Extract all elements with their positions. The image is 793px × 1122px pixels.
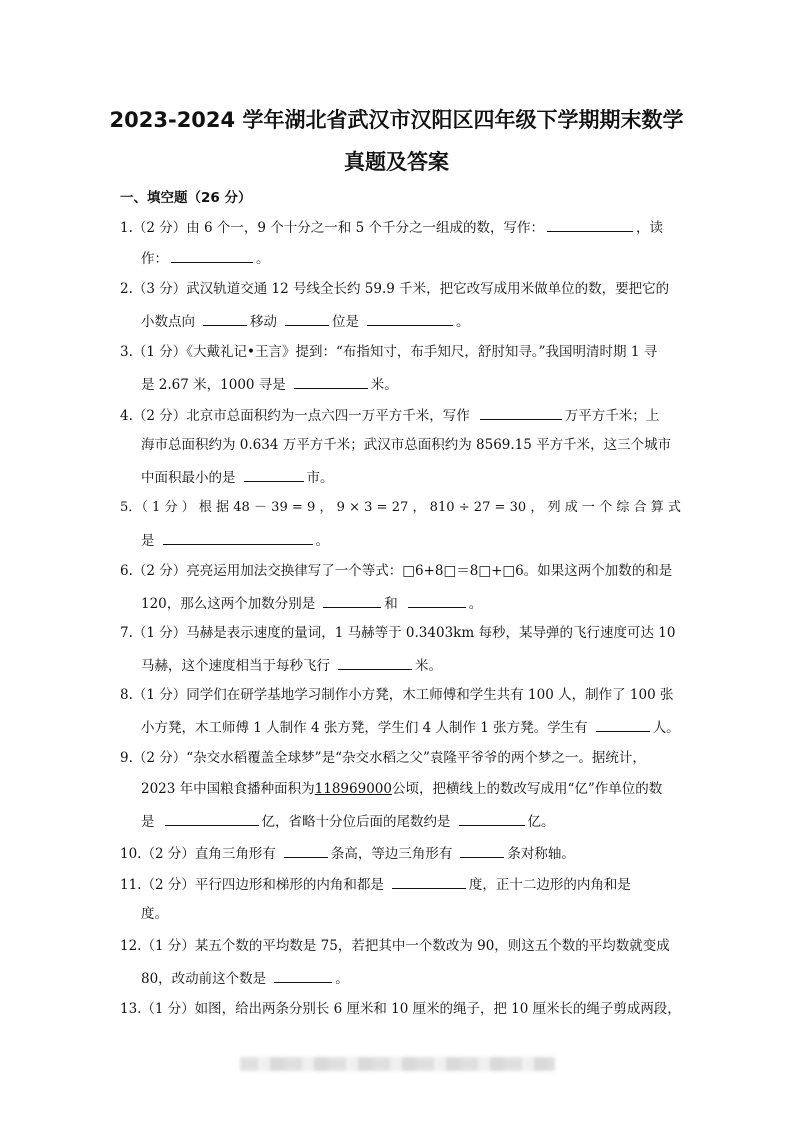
question-4-line3: 中面积最小的是 市。 xyxy=(141,467,334,487)
question-13-line1: 13.（1 分）如图，给出两条分别长 6 厘米和 10 厘米的绳子，把 10 厘米长的绳子剪成两段， xyxy=(120,1001,681,1017)
document-title-line1: 2023-2024 学年湖北省武汉市汉阳区四年级下学期期末数学 xyxy=(109,108,684,132)
question-9-line3: 是 亿，省略十分位后面的尾数约是 亿。 xyxy=(141,811,555,831)
question-12-line2: 80，改动前这个数是 。 xyxy=(141,968,349,988)
question-2-line2: 小数点向 移动 位是 。 xyxy=(141,311,470,331)
question-9-line1: 9.（2 分）“杂交水稻覆盖全球梦”是“杂交水稻之父”袁隆平爷爷的两个梦之一。据统计， xyxy=(120,750,646,766)
question-5-line1: 5．（ 1 分 ） 根 据 48 － 39 = 9 ， 9 × 3 = 27 ， 810 ÷ 27 = 30 ， 列 成 一 个 综 合 算 式 xyxy=(120,500,681,515)
answer-blank[interactable] xyxy=(480,405,562,420)
question-1-line1: 1.（2 分）由 6 个一，9 个十分之一和 5 个千分之一组成的数，写作： ，读 xyxy=(120,217,663,237)
question-7-line2: 马赫，这个速度相当于每秒飞行 米。 xyxy=(141,655,442,675)
question-11-line2: 度。 xyxy=(141,906,168,922)
question-10: 10.（2 分）直角三角形有 条高，等边三角形有 条对称轴。 xyxy=(120,843,575,863)
underlined-number: 118969000 xyxy=(314,781,392,797)
answer-blank[interactable] xyxy=(274,968,332,983)
question-6-line2: 120，那么这两个加数分别是 和 。 xyxy=(141,593,482,613)
answer-blank[interactable] xyxy=(244,467,304,482)
question-6-line1: 6.（2 分）亮亮运用加法交换律写了一个等式：□6+8□＝8□+□6。如果这两个加数的和是 xyxy=(120,563,673,579)
answer-blank[interactable] xyxy=(163,530,313,545)
answer-blank[interactable] xyxy=(165,811,259,826)
answer-blank[interactable] xyxy=(392,874,466,889)
question-4-line2: 海市总面积约为 0.634 万平方千米；武汉市总面积约为 8569.15 平方千米，这三个城市 xyxy=(141,437,672,453)
question-9-line2: 2023 年中国粮食播种面积为118969000公顷，把横线上的数改写成用“亿”作单位的数 xyxy=(141,781,663,797)
answer-blank[interactable] xyxy=(367,311,453,326)
answer-blank[interactable] xyxy=(596,717,650,732)
blurred-watermark xyxy=(240,1057,555,1071)
answer-blank[interactable] xyxy=(323,593,381,608)
question-5-line2: 是 。 xyxy=(141,530,329,550)
question-12-line1: 12.（1 分）某五个数的平均数是 75，若把其中一个数改为 90，则这五个数的平均数就变成 xyxy=(120,938,670,954)
answer-blank[interactable] xyxy=(171,248,253,263)
question-3-line1: 3.（1 分）《大戴礼记•王言》提到：“布指知寸，布手知尺，舒肘知寻。”我国明清时期 1 寻 xyxy=(120,344,658,360)
question-4-line1: 4.（2 分）北京市总面积约为一点六四一万平方千米，写作 万平方千米；上 xyxy=(120,405,659,425)
document-title-line2: 真题及答案 xyxy=(344,150,449,174)
answer-blank[interactable] xyxy=(547,217,633,232)
question-8-line1: 8.（1 分）同学们在研学基地学习制作小方凳，木工师傅和学生共有 100 人，制作了 100 张 xyxy=(120,687,674,703)
answer-blank[interactable] xyxy=(338,655,412,670)
question-7-line1: 7.（1 分）马赫是表示速度的量词，1 马赫等于 0.3403km 每秒，某导弹的飞行速度可达 10 xyxy=(120,625,676,641)
question-1-line2: 作： 。 xyxy=(141,248,270,268)
section-heading: 一、填空题（26 分） xyxy=(120,190,252,206)
answer-blank[interactable] xyxy=(285,311,329,326)
answer-blank[interactable] xyxy=(460,843,504,858)
answer-blank[interactable] xyxy=(203,311,247,326)
question-2-line1: 2.（3 分）武汉轨道交通 12 号线全长约 59.9 千米，把它改写成用米做单位的数，要把它的 xyxy=(120,281,670,297)
question-11-line1: 11.（2 分）平行四边形和梯形的内角和都是 度，正十二边形的内角和是 xyxy=(120,874,631,894)
answer-blank[interactable] xyxy=(284,843,328,858)
answer-blank[interactable] xyxy=(294,374,368,389)
question-3-line2: 是 2.67 米，1000 寻是 米。 xyxy=(141,374,398,394)
answer-blank[interactable] xyxy=(408,593,466,608)
answer-blank[interactable] xyxy=(459,811,525,826)
question-8-line2: 小方凳，木工师傅 1 人制作 4 张方凳，学生们 4 人制作 1 张方凳。学生有 人。 xyxy=(141,717,680,737)
